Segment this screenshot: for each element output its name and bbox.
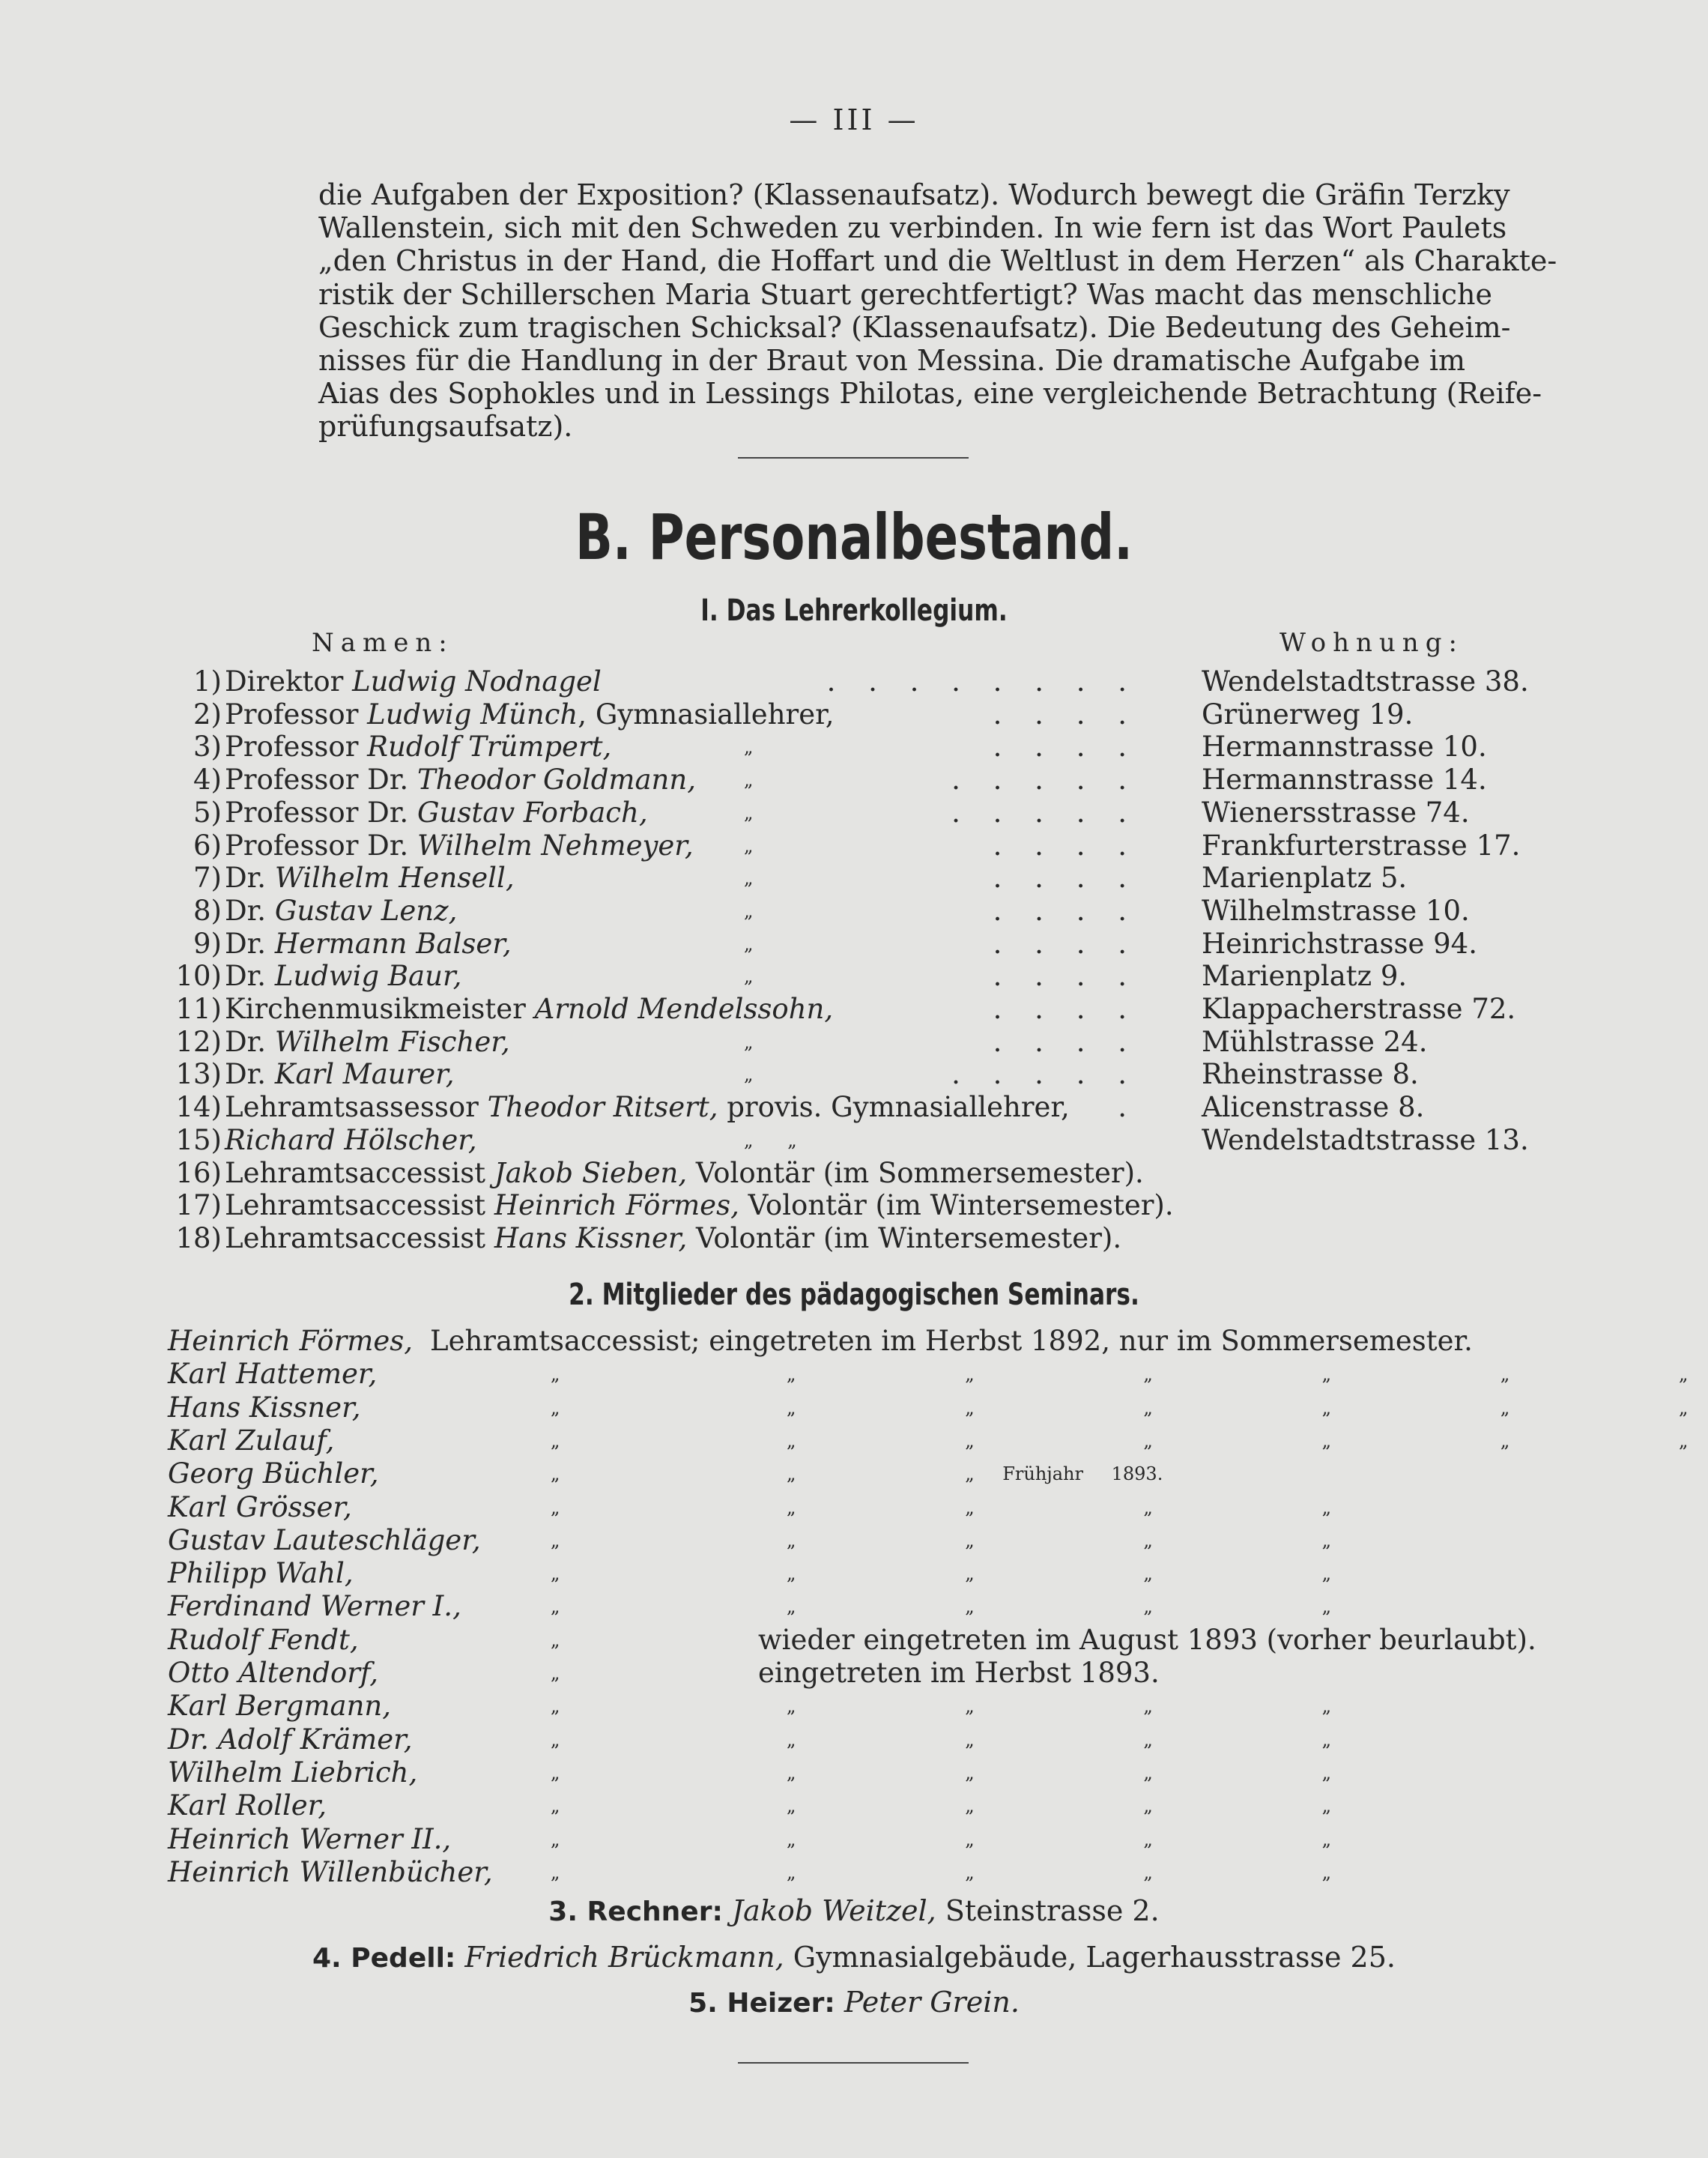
seminar-member-name: Rudolf Fendt, (168, 1623, 359, 1656)
seminar-detail: „ „ „ „ „ „ (787, 1364, 1689, 1385)
ditto-mark: „ (551, 1696, 560, 1717)
teacher-row (0, 665, 1708, 698)
ditto-mark: „ (744, 835, 754, 856)
teacher-title: Professor Dr. (225, 796, 409, 829)
teacher-row (0, 829, 1708, 862)
pedell-label: 4. Pedell: (312, 1943, 456, 1974)
teacher-name: Karl Maurer, (274, 1058, 455, 1091)
heizer-line (0, 1986, 1708, 2019)
leader-dots: . . . . (993, 862, 1139, 895)
seminar-member-name: Hans Kissner, (168, 1391, 361, 1424)
kollegium-title: I. Das Lehrerkollegium. (700, 593, 1008, 628)
seminar-member-name: Karl Hattemer, (168, 1358, 378, 1391)
ditto-mark: „ (551, 1364, 560, 1385)
seminar-row (0, 1624, 1708, 1657)
teacher-address: Wienersstrasse 74. (1202, 796, 1470, 829)
teacher-number: 4) (193, 764, 222, 797)
seminar-row (0, 1690, 1708, 1723)
ditto-mark: „ (744, 900, 754, 922)
leader-dots: . . . . (993, 1025, 1139, 1058)
seminar-detail: wieder eingetreten im August 1893 (vorher beurlaubt). (758, 1623, 1536, 1656)
rechner-line (0, 1894, 1708, 1927)
teacher-address: Klappacherstrasse 72. (1202, 993, 1516, 1025)
leader-dots: . . . . (993, 698, 1139, 731)
teacher-address: Marienplatz 9. (1202, 960, 1408, 993)
section-divider (738, 457, 969, 459)
teacher-number: 2) (193, 698, 222, 731)
teacher-row (0, 993, 1708, 1026)
intro-line: „den Christus in der Hand, die Hoffart und die Weltlust in dem Herzen“ als Charakte- (318, 244, 1557, 278)
teacher-name-line (225, 698, 835, 731)
teacher-name-line (225, 797, 648, 829)
teacher-address: Frankfurterstrasse 17. (1202, 829, 1521, 862)
teacher-row (0, 1091, 1708, 1124)
seminar-detail: „ „ „ „ (787, 1696, 1332, 1717)
ditto-mark: „ (551, 1596, 560, 1618)
bottom-divider (738, 2062, 969, 2064)
seminar-member-name: Georg Büchler, (168, 1457, 379, 1490)
teacher-name-line (225, 731, 611, 763)
seminar-member-name: Wilhelm Liebrich, (168, 1756, 418, 1789)
teacher-number: 9) (193, 927, 222, 960)
seminar-row (0, 1823, 1708, 1856)
ditto-mark: „ (551, 1663, 560, 1684)
teacher-name: Arnold Mendelssohn, (534, 993, 834, 1025)
leader-dots: . . . . . (951, 796, 1139, 829)
teacher-role: , Gymnasiallehrer, (578, 698, 835, 731)
leader-dots: . . . . . (951, 1058, 1139, 1091)
intro-line: ristik der Schillerschen Maria Stuart gerechtfertigt? Was macht das menschliche (318, 277, 1492, 311)
leader-dots: . . . . . . . . (826, 665, 1139, 698)
intro-line: prüfungsaufsatz). (318, 410, 573, 444)
teacher-title: Dr. (225, 1025, 267, 1058)
teacher-name-line (225, 764, 696, 796)
leader-dots: . . . . (993, 894, 1139, 927)
teacher-title: Kirchenmusikmeister (225, 993, 526, 1025)
page-number: — III — (789, 103, 919, 136)
teacher-number: 12) (175, 1025, 222, 1058)
seminar-member-name: Dr. Adolf Krämer, (168, 1723, 413, 1756)
teacher-title: Dr. (225, 894, 267, 927)
teacher-address: Hermannstrasse 14. (1202, 764, 1487, 797)
teacher-name-line (225, 1058, 455, 1090)
rechner-detail: Steinstrasse 2. (936, 1894, 1160, 1927)
teacher-role: Volontär (im Sommersemester). (687, 1156, 1144, 1189)
teacher-name: Richard Hölscher, (225, 1123, 477, 1156)
ditto-mark: „ (551, 1563, 560, 1585)
teacher-number: 13) (175, 1058, 222, 1091)
seminar-row (0, 1524, 1708, 1557)
column-header-residence: Wohnung: (1280, 628, 1464, 658)
teacher-number: 17) (175, 1189, 222, 1222)
teacher-number: 7) (193, 862, 222, 895)
teacher-name-line (225, 1157, 1144, 1189)
ditto-mark: „ „ (744, 1129, 797, 1151)
teacher-row (0, 1058, 1708, 1091)
teacher-title: Direktor (225, 665, 344, 698)
teacher-name: Gustav Forbach, (417, 796, 648, 829)
teacher-name: Hans Kissner, (494, 1221, 688, 1254)
teacher-title: Professor (225, 698, 359, 731)
teacher-number: 16) (175, 1156, 222, 1189)
ditto-mark: „ (744, 1031, 754, 1053)
intro-line: die Aufgaben der Exposition? (Klassenaufsatz). Wodurch bewegt die Gräfin Terzky (318, 178, 1510, 211)
ditto-mark: „ (744, 737, 754, 758)
seminar-row (0, 1723, 1708, 1756)
seminar-detail: „ „ „ „ (787, 1596, 1332, 1618)
teacher-address: Marienplatz 5. (1202, 862, 1408, 895)
teacher-name: Wilhelm Hensell, (274, 862, 515, 895)
teacher-name-line (225, 1091, 1070, 1123)
teacher-title: Lehramtsaccessist (225, 1221, 486, 1254)
ditto-mark: „ (551, 1795, 560, 1817)
teacher-name: Ludwig Münch (367, 698, 578, 731)
teacher-address: Heinrichstrasse 94. (1202, 927, 1477, 960)
teacher-row (0, 960, 1708, 993)
teacher-address: Wilhelmstrasse 10. (1202, 894, 1470, 927)
seminar-detail: Lehramtsaccessist; eingetreten im Herbst 1892, nur im Sommersemester. (430, 1325, 1473, 1357)
leader-dots: . . . . (993, 960, 1139, 993)
leader-dots: . . . . (993, 993, 1139, 1025)
ditto-mark: „ (551, 1762, 560, 1783)
seminar-row (0, 1756, 1708, 1789)
ditto-mark: „ (551, 1397, 560, 1418)
seminar-detail: „ „ „ „ (787, 1496, 1332, 1518)
teacher-name: Hermann Balser, (274, 927, 512, 960)
seminar-row (0, 1557, 1708, 1590)
teacher-name: Theodor Goldmann, (417, 764, 696, 797)
section-title: B. Personalbestand. (575, 501, 1133, 574)
seminar-member-name: Philipp Wahl, (168, 1557, 354, 1590)
seminar-member-name: Heinrich Förmes, (168, 1325, 414, 1357)
teacher-row (0, 1189, 1708, 1222)
teacher-title: Lehramtsaccessist (225, 1189, 486, 1222)
ditto-mark: „ (551, 1430, 560, 1451)
teacher-row (0, 895, 1708, 928)
teacher-address: Hermannstrasse 10. (1202, 731, 1487, 764)
teacher-number: 3) (193, 731, 222, 764)
seminar-member-name: Heinrich Werner II., (168, 1822, 452, 1855)
teacher-name-line (225, 993, 833, 1025)
teacher-number: 10) (175, 960, 222, 993)
seminar-row (0, 1325, 1708, 1358)
heizer-name: Peter Grein. (844, 1986, 1020, 2019)
seminar-row (0, 1491, 1708, 1524)
seminar-title: 2. Mitglieder des pädagogischen Seminars. (569, 1278, 1139, 1312)
ditto-mark: „ (744, 1064, 754, 1086)
seminar-row (0, 1358, 1708, 1391)
teacher-number: 18) (175, 1221, 222, 1254)
teacher-title: Professor Dr. (225, 764, 409, 797)
leader-dots: . . . . (993, 829, 1139, 862)
heizer-label: 5. Heizer: (688, 1988, 835, 2019)
seminar-row (0, 1789, 1708, 1822)
teacher-number: 11) (175, 993, 222, 1025)
teacher-role: Volontär (im Wintersemester). (687, 1221, 1122, 1254)
teacher-name-line (225, 665, 602, 698)
teacher-row (0, 698, 1708, 731)
teacher-name-line (225, 960, 461, 992)
seminar-member-name: Ferdinand Werner I., (168, 1590, 461, 1623)
ditto-mark: „ (744, 770, 754, 791)
teacher-name: Ludwig Nodnagel (352, 665, 602, 698)
column-header-names: Namen: (312, 628, 454, 658)
teacher-row (0, 862, 1708, 895)
teacher-row (0, 731, 1708, 764)
seminar-detail: eingetreten im Herbst 1893. (758, 1657, 1160, 1689)
seminar-row (0, 1424, 1708, 1457)
seminar-detail: „ „ „ „ (787, 1563, 1332, 1585)
ditto-mark: „ (551, 1463, 560, 1485)
teacher-name: Wilhelm Fischer, (274, 1025, 510, 1058)
ditto-mark: „ (744, 933, 754, 955)
teacher-row (0, 1222, 1708, 1255)
seminar-detail: „ „ „ „ „ „ (787, 1397, 1689, 1418)
seminar-member-name: Heinrich Willenbücher, (168, 1855, 493, 1888)
intro-paragraph (318, 178, 1557, 444)
teacher-title: Lehramtsaccessist (225, 1156, 486, 1189)
leader-dots: . . . . . (951, 764, 1139, 797)
teacher-role: Volontär (im Wintersemester). (739, 1189, 1174, 1222)
teacher-name-line (225, 829, 694, 862)
teacher-address: Alicenstrasse 8. (1202, 1091, 1425, 1124)
teacher-address: Wendelstadtstrasse 13. (1202, 1123, 1529, 1156)
teacher-row (0, 764, 1708, 797)
seminar-row (0, 1391, 1708, 1424)
ditto-mark: „ (551, 1529, 560, 1551)
teacher-role: provis. Gymnasiallehrer, (718, 1091, 1070, 1124)
seminar-member-name: Karl Bergmann, (168, 1690, 392, 1723)
ditto-mark: „ (744, 868, 754, 889)
seminar-detail: „ „ „ „ (787, 1795, 1332, 1817)
teacher-name: Theodor Ritsert, (487, 1091, 718, 1124)
teacher-row (0, 797, 1708, 829)
pedell-line (0, 1941, 1708, 1974)
teacher-row (0, 1157, 1708, 1190)
seminar-detail: „ „ „ „ „ „ (787, 1430, 1689, 1451)
ditto-mark: „ (744, 966, 754, 988)
ditto-mark: „ (551, 1828, 560, 1850)
teacher-name: Rudolf Trümpert, (367, 731, 612, 764)
seminar-member-name: Karl Roller, (168, 1789, 327, 1822)
teacher-name: Wilhelm Nehmeyer, (417, 829, 694, 862)
teacher-row (0, 1124, 1708, 1157)
teacher-title: Professor Dr. (225, 829, 409, 862)
rechner-label: 3. Rechner: (548, 1896, 723, 1927)
teacher-number: 1) (193, 665, 222, 698)
seminar-detail: „ „ „ „ (787, 1729, 1332, 1750)
teacher-name-line (225, 1124, 477, 1156)
teacher-name: Ludwig Baur, (274, 960, 462, 993)
teacher-row (0, 1026, 1708, 1059)
seminar-row (0, 1457, 1708, 1490)
teacher-title: Dr. (225, 927, 267, 960)
teacher-address: Rheinstrasse 8. (1202, 1058, 1419, 1091)
teacher-number: 8) (193, 894, 222, 927)
teacher-name-line (225, 1189, 1174, 1221)
intro-line: Geschick zum tragischen Schicksal? (Klassenaufsatz). Die Bedeutung des Geheim- (318, 310, 1511, 344)
seminar-detail: „ „ „ „ (787, 1762, 1332, 1783)
teacher-name-line (225, 895, 457, 927)
seminar-detail: „ „ „ „ (787, 1828, 1332, 1850)
teacher-name: Heinrich Förmes, (494, 1189, 739, 1222)
teacher-address: Wendelstadtstrasse 38. (1202, 665, 1529, 698)
intro-line: nisses für die Handlung in der Braut von Messina. Die dramatische Aufgabe im (318, 344, 1466, 378)
teacher-title: Professor (225, 731, 359, 764)
pedell-detail: Gymnasialgebäude, Lagerhausstrasse 25. (784, 1941, 1396, 1974)
seminar-row (0, 1590, 1708, 1623)
teacher-row (0, 928, 1708, 961)
rechner-name: Jakob Weitzel, (731, 1894, 936, 1927)
intro-line: Aias des Sophokles und in Lessings Philotas, eine vergleichende Betrachtung (Reife- (318, 377, 1542, 411)
teacher-number: 14) (175, 1091, 222, 1124)
seminar-member-name: Karl Zulauf, (168, 1424, 335, 1457)
teacher-title: Dr. (225, 862, 267, 895)
ditto-mark: „ (551, 1496, 560, 1518)
ditto-mark: „ (744, 802, 754, 823)
ditto-mark: „ (551, 1729, 560, 1750)
seminar-member-name: Karl Grösser, (168, 1490, 352, 1523)
teacher-address: Grünerweg 19. (1202, 698, 1414, 731)
teacher-title: Lehramtsassessor (225, 1091, 479, 1124)
seminar-detail: „ „ Frühjahr 1893. (787, 1463, 1163, 1485)
teacher-number: 15) (175, 1123, 222, 1156)
seminar-member-name: Gustav Lauteschläger, (168, 1523, 481, 1556)
intro-line: Wallenstein, sich mit den Schweden zu verbinden. In wie fern ist das Wort Paulets (318, 211, 1507, 245)
teacher-name-line (225, 1222, 1121, 1254)
teacher-number: 6) (193, 829, 222, 862)
teacher-name-line (225, 928, 512, 960)
teacher-title: Dr. (225, 1058, 267, 1091)
leader-dots: . (1118, 1091, 1139, 1124)
teacher-title: Dr. (225, 960, 267, 993)
seminar-row (0, 1856, 1708, 1889)
seminar-row (0, 1657, 1708, 1690)
seminar-detail: „ „ „ „ (787, 1861, 1332, 1883)
teacher-name: Jakob Sieben, (494, 1156, 688, 1189)
pedell-name: Friedrich Brückmann, (464, 1941, 784, 1974)
teacher-name: Gustav Lenz, (274, 894, 458, 927)
teacher-name-line (225, 1026, 510, 1058)
seminar-detail: „ „ „ „ (787, 1529, 1332, 1551)
ditto-mark: „ (551, 1861, 560, 1883)
teacher-name-line (225, 862, 515, 894)
leader-dots: . . . . (993, 731, 1139, 764)
teacher-address: Mühlstrasse 24. (1202, 1025, 1428, 1058)
seminar-member-name: Otto Altendorf, (168, 1657, 379, 1689)
ditto-mark: „ (551, 1629, 560, 1651)
teacher-number: 5) (193, 796, 222, 829)
leader-dots: . . . . (993, 927, 1139, 960)
